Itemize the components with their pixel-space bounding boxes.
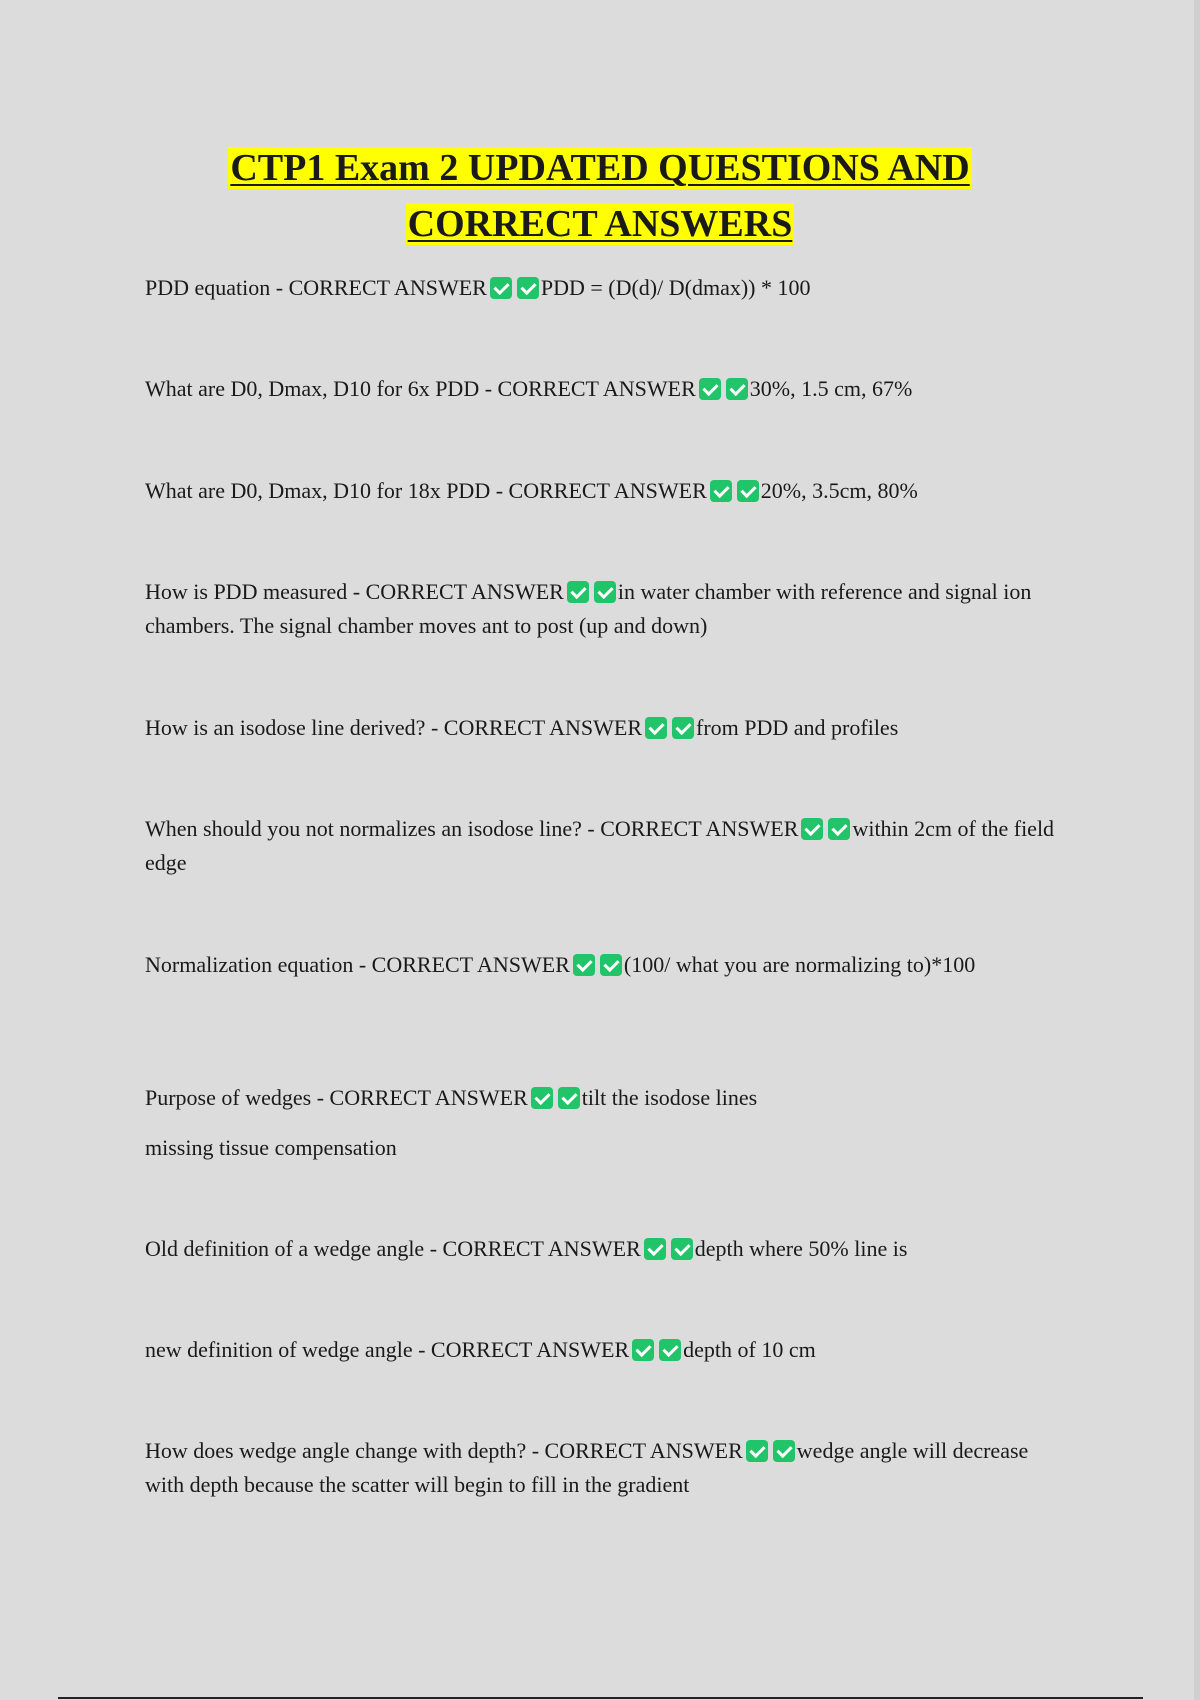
check-mark-icon (573, 954, 595, 976)
answer-text: within 2cm of the field edge (145, 816, 1055, 875)
qa-item: new definition of wedge angle - CORRECT ANSWER depth of 10 cm (145, 1337, 816, 1362)
answer-label: CORRECT ANSWER (600, 816, 799, 841)
page-edge-shadow (1194, 0, 1200, 1700)
answer-label: CORRECT ANSWER (508, 478, 707, 503)
question-text: PDD equation (145, 275, 271, 300)
check-mark-icon (594, 581, 616, 603)
question-text: How is an isodose line derived? (145, 715, 426, 740)
check-mark-icon (490, 277, 512, 299)
answer-label: CORRECT ANSWER (430, 1337, 630, 1362)
question-text: Purpose of wedges (145, 1085, 312, 1110)
answer-text: in water chamber with reference and signal ion chambers. The signal chamber moves ant to post (up and down) (145, 579, 1032, 638)
check-mark-icon (828, 818, 850, 840)
question-text: When should you not normalizes an isodose line? (145, 816, 582, 841)
check-mark-icon (645, 717, 667, 739)
answer-text: PDD = (D(d)/ D(dmax)) * 100 (540, 275, 811, 300)
question-text: How is PDD measured (145, 579, 348, 604)
answer-text: 20%, 3.5cm, 80% (760, 478, 918, 503)
check-mark-icon (517, 277, 539, 299)
qa-item: How is an isodose line derived? - CORRECT ANSWER from PDD and profiles (145, 715, 899, 740)
question-text: How does wedge angle change with depth? (145, 1438, 527, 1463)
answer-label: CORRECT ANSWER (544, 1438, 743, 1463)
qa-item: Normalization equation - CORRECT ANSWER (100/ what you are normalizing to)*100 (145, 952, 976, 977)
check-mark-icon (773, 1440, 795, 1462)
answer-text: from PDD and profiles (696, 715, 899, 740)
answer-label: CORRECT ANSWER (497, 376, 696, 401)
qa-item: PDD equation - CORRECT ANSWER PDD = (D(d)/ D(dmax)) * 100 (145, 275, 811, 300)
answer-label: CORRECT ANSWER (442, 1236, 641, 1261)
check-mark-icon (710, 480, 732, 502)
check-mark-icon (531, 1087, 553, 1109)
check-mark-icon (726, 378, 748, 400)
answer-text: 30%, 1.5 cm, 67% (749, 376, 913, 401)
answer-text: depth of 10 cm (683, 1337, 816, 1362)
answer-extra-text: missing tissue compensation (145, 1135, 397, 1160)
check-mark-icon (746, 1440, 768, 1462)
check-mark-icon (567, 581, 589, 603)
qa-item: Purpose of wedges - CORRECT ANSWER tilt the isodose lines missing tissue compensation (145, 1081, 1025, 1165)
document-title (0, 140, 1200, 252)
qa-item: How does wedge angle change with depth? - CORRECT ANSWER wedge angle will decrease with depth because the scatter will begin to fill in the gradient (145, 1438, 1029, 1497)
qa-item: When should you not normalizes an isodose line? - CORRECT ANSWER within 2cm of the field edge (145, 816, 1055, 875)
check-mark-icon (737, 480, 759, 502)
title-line-1: CTP1 Exam 2 UPDATED QUESTIONS AND (230, 147, 970, 189)
qa-item: Old definition of a wedge angle - CORRECT ANSWER depth where 50% line is (145, 1236, 908, 1261)
question-text: What are D0, Dmax, D10 for 6x PDD (145, 376, 480, 401)
answer-text: (100/ what you are normalizing to)*100 (623, 952, 976, 977)
question-text: Old definition of a wedge angle (145, 1236, 425, 1261)
page-bottom-rule (58, 1697, 1143, 1699)
check-mark-icon (632, 1339, 654, 1361)
check-mark-icon (659, 1339, 681, 1361)
answer-label: CORRECT ANSWER (365, 579, 564, 604)
title-line-2: CORRECT ANSWERS (407, 203, 793, 245)
question-text: Normalization equation (145, 952, 354, 977)
question-text: What are D0, Dmax, D10 for 18x PDD (145, 478, 491, 503)
qa-item: What are D0, Dmax, D10 for 6x PDD - CORRECT ANSWER 30%, 1.5 cm, 67% (145, 376, 913, 401)
check-mark-icon (644, 1238, 666, 1260)
answer-label: CORRECT ANSWER (329, 1085, 528, 1110)
answer-text: tilt the isodose lines (581, 1085, 758, 1110)
answer-text: depth where 50% line is (694, 1236, 908, 1261)
answer-text: wedge angle will decrease with depth because the scatter will begin to fill in the gradient (145, 1438, 1029, 1497)
check-mark-icon (672, 717, 694, 739)
answer-label: CORRECT ANSWER (443, 715, 643, 740)
qa-item: How is PDD measured - CORRECT ANSWER in water chamber with reference and signal ion chambers. The signal chamber moves ant to post (up and down) (145, 579, 1032, 638)
qa-item: What are D0, Dmax, D10 for 18x PDD - CORRECT ANSWER 20%, 3.5cm, 80% (145, 478, 918, 503)
check-mark-icon (600, 954, 622, 976)
answer-label: CORRECT ANSWER (371, 952, 570, 977)
check-mark-icon (801, 818, 823, 840)
check-mark-icon (699, 378, 721, 400)
check-mark-icon (558, 1087, 580, 1109)
check-mark-icon (671, 1238, 693, 1260)
question-text: new definition of wedge angle (145, 1337, 413, 1362)
answer-label: CORRECT ANSWER (288, 275, 487, 300)
